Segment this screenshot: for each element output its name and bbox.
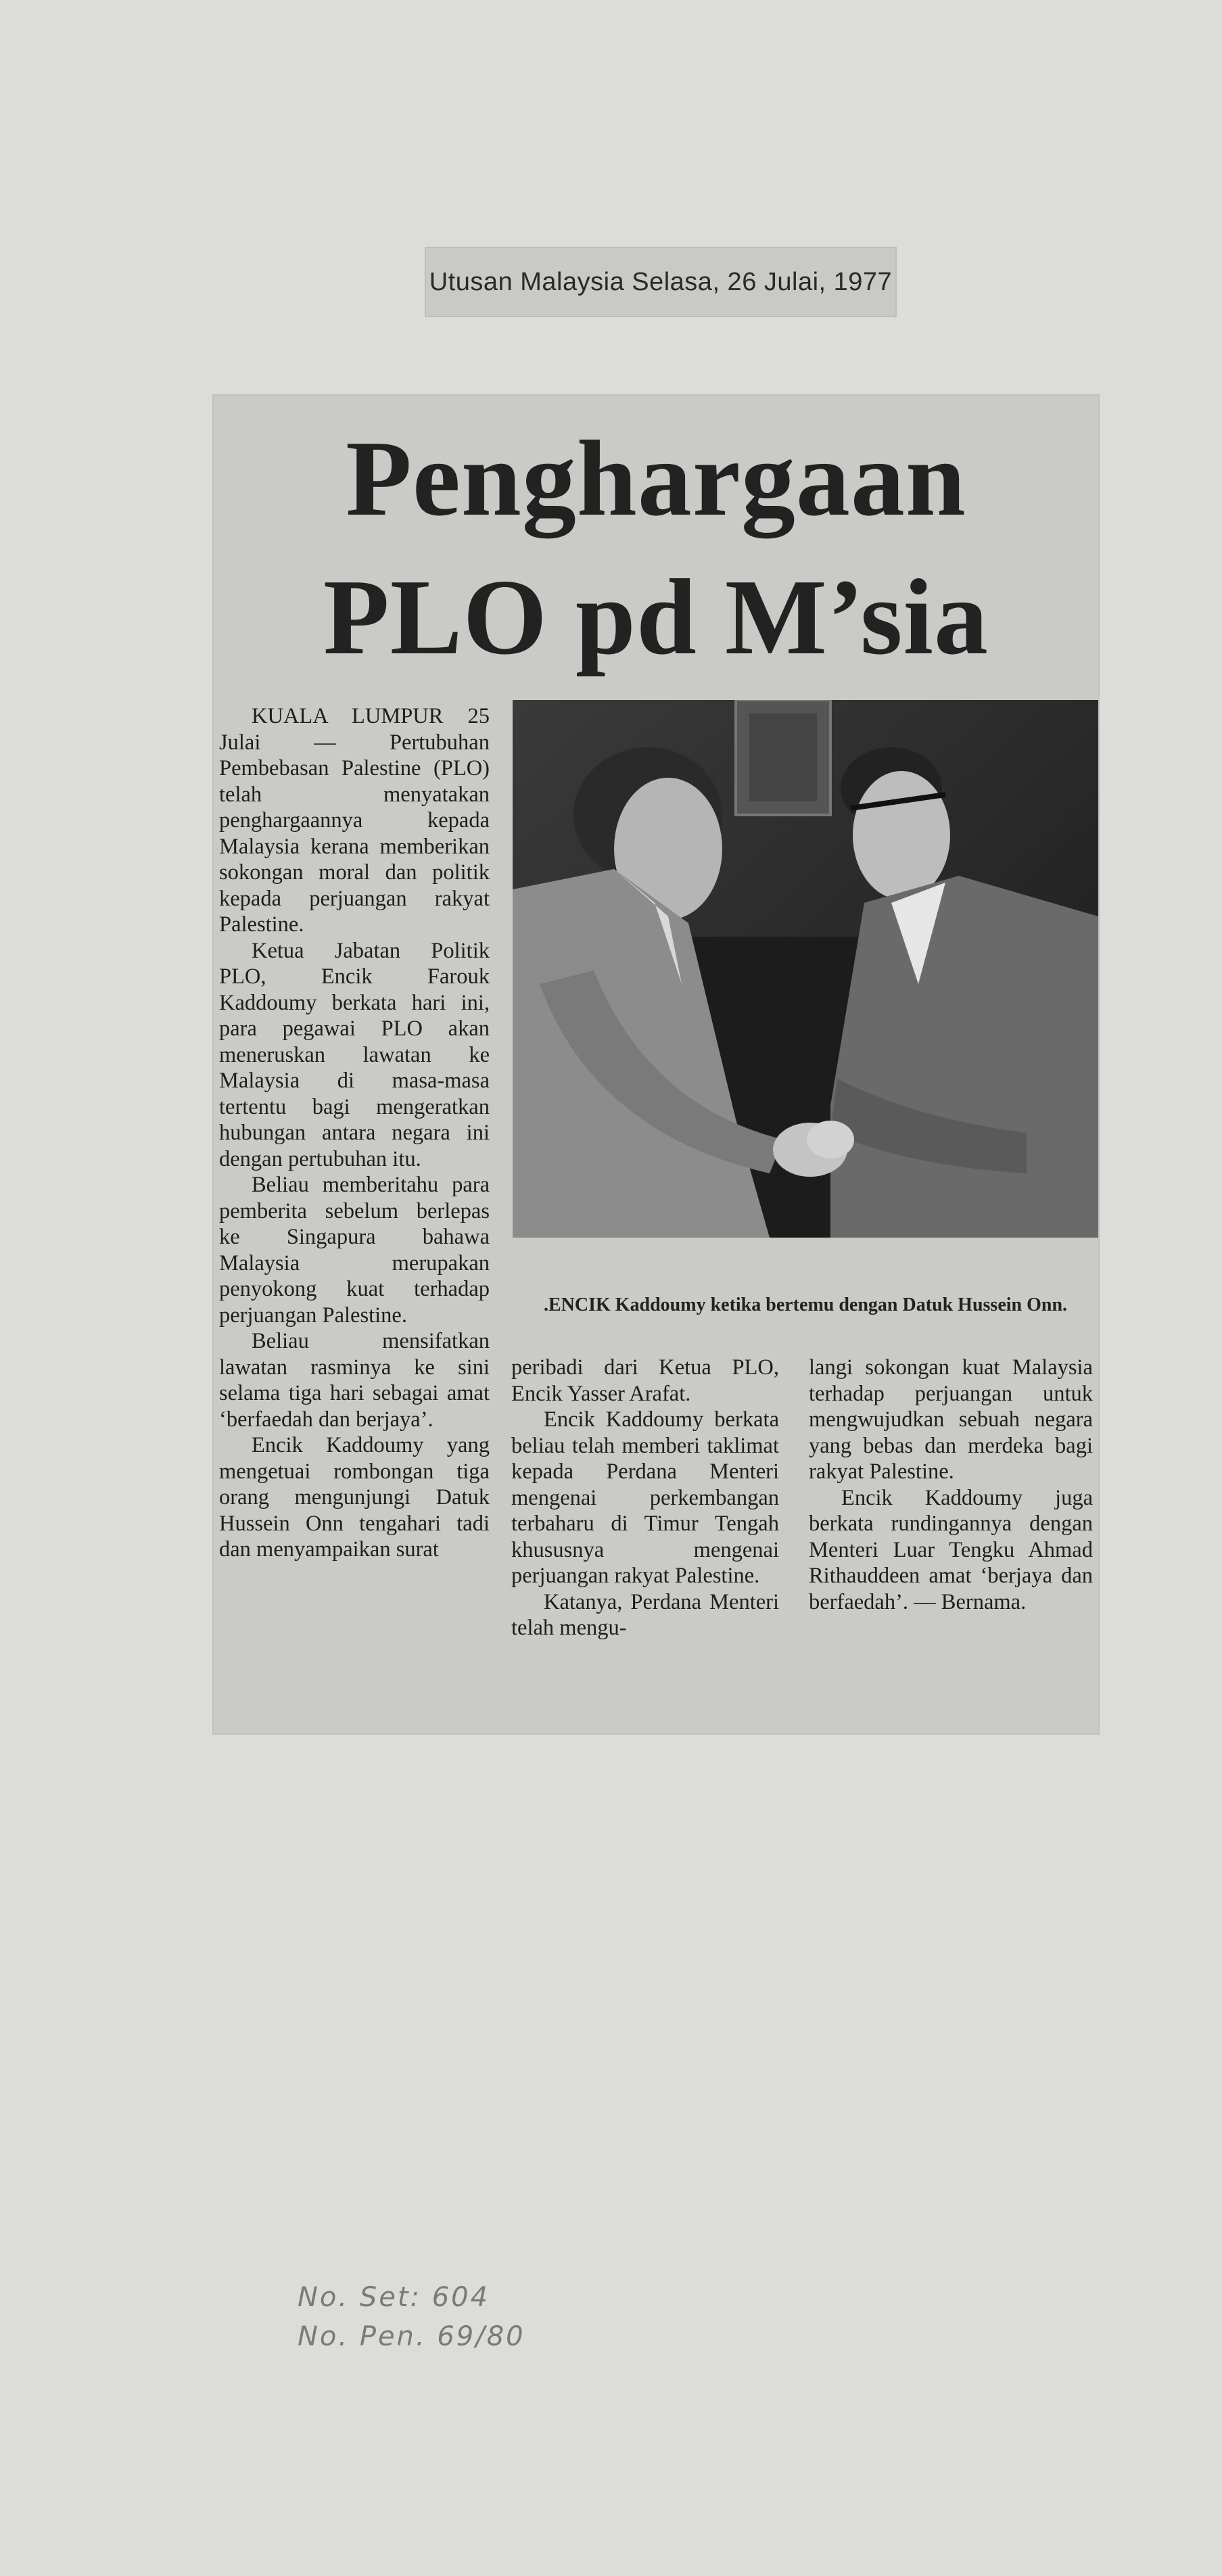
paragraph: Encik Kaddoumy juga berkata rundingannya dengan Menteri Luar Tengku Ahmad Rithauddeen amat ‘berjaya dan berfaedah’. — Bernama.	[809, 1485, 1093, 1614]
article-column-1	[219, 703, 490, 1563]
source-label: Utusan Malaysia Selasa, 26 Julai, 1977	[425, 247, 897, 317]
handwritten-pen-number: No. Pen. 69/80	[298, 2321, 525, 2352]
article-column-2	[511, 1355, 779, 1641]
paragraph: Beliau memberitahu para pemberita sebelum berlepas ke Singapura bahawa Malaysia merupakan penyokong kuat terhadap perjuangan Palestine.	[219, 1173, 490, 1328]
headline-line-2: PLO pd M’sia	[323, 557, 989, 677]
photo-caption: .ENCIK Kaddoumy ketika bertemu dengan Datuk Hussein Onn.	[543, 1294, 1068, 1315]
news-photo	[513, 700, 1098, 1238]
paragraph: Beliau mensifatkan lawatan rasminya ke sini selama tiga hari sebagai amat ‘berfaedah dan berjaya’.	[219, 1329, 490, 1432]
paragraph: KUALA LUMPUR 25 Julai — Pertubuhan Pembebasan Palestine (PLO) telah menyatakan penghargaannya kepada Malaysia kerana memberikan sokongan moral dan politik kepada perjuangan rakyat Palestine.	[219, 704, 490, 937]
handwritten-note	[298, 2278, 525, 2356]
headline-line-1: Penghargaan	[346, 418, 966, 538]
paragraph: langi sokongan kuat Malaysia terhadap perjuangan untuk mengwujudkan sebuah negara yang bebas dan merdeka bagi rakyat Palestine.	[809, 1355, 1093, 1484]
paragraph: Katanya, Perdana Menteri telah mengu-	[511, 1589, 779, 1640]
newspaper-clipping	[214, 396, 1098, 1733]
headline	[214, 409, 1098, 686]
paragraph: Encik Kaddoumy yang mengetuai rombongan tiga orang mengunjungi Datuk Hussein Onn tengahari tadi dan menyampaikan surat	[219, 1433, 490, 1562]
paragraph: peribadi dari Ketua PLO, Encik Yasser Arafat.	[511, 1355, 779, 1406]
article-column-3	[809, 1355, 1093, 1615]
paragraph: Ketua Jabatan Politik PLO, Encik Farouk Kaddoumy berkata hari ini, para pegawai PLO akan meneruskan lawatan ke Malaysia di masa-masa tertentu bagi mengeratkan hubungan antara negara ini dengan pertubuhan itu.	[219, 938, 490, 1171]
paragraph: Encik Kaddoumy berkata beliau telah memberi taklimat kepada Perdana Menteri mengenai perkembangan terbaharu di Timur Tengah khususnya mengenai perjuangan rakyat Palestine.	[511, 1407, 779, 1588]
handwritten-set-number: No. Set: 604	[298, 2282, 490, 2313]
